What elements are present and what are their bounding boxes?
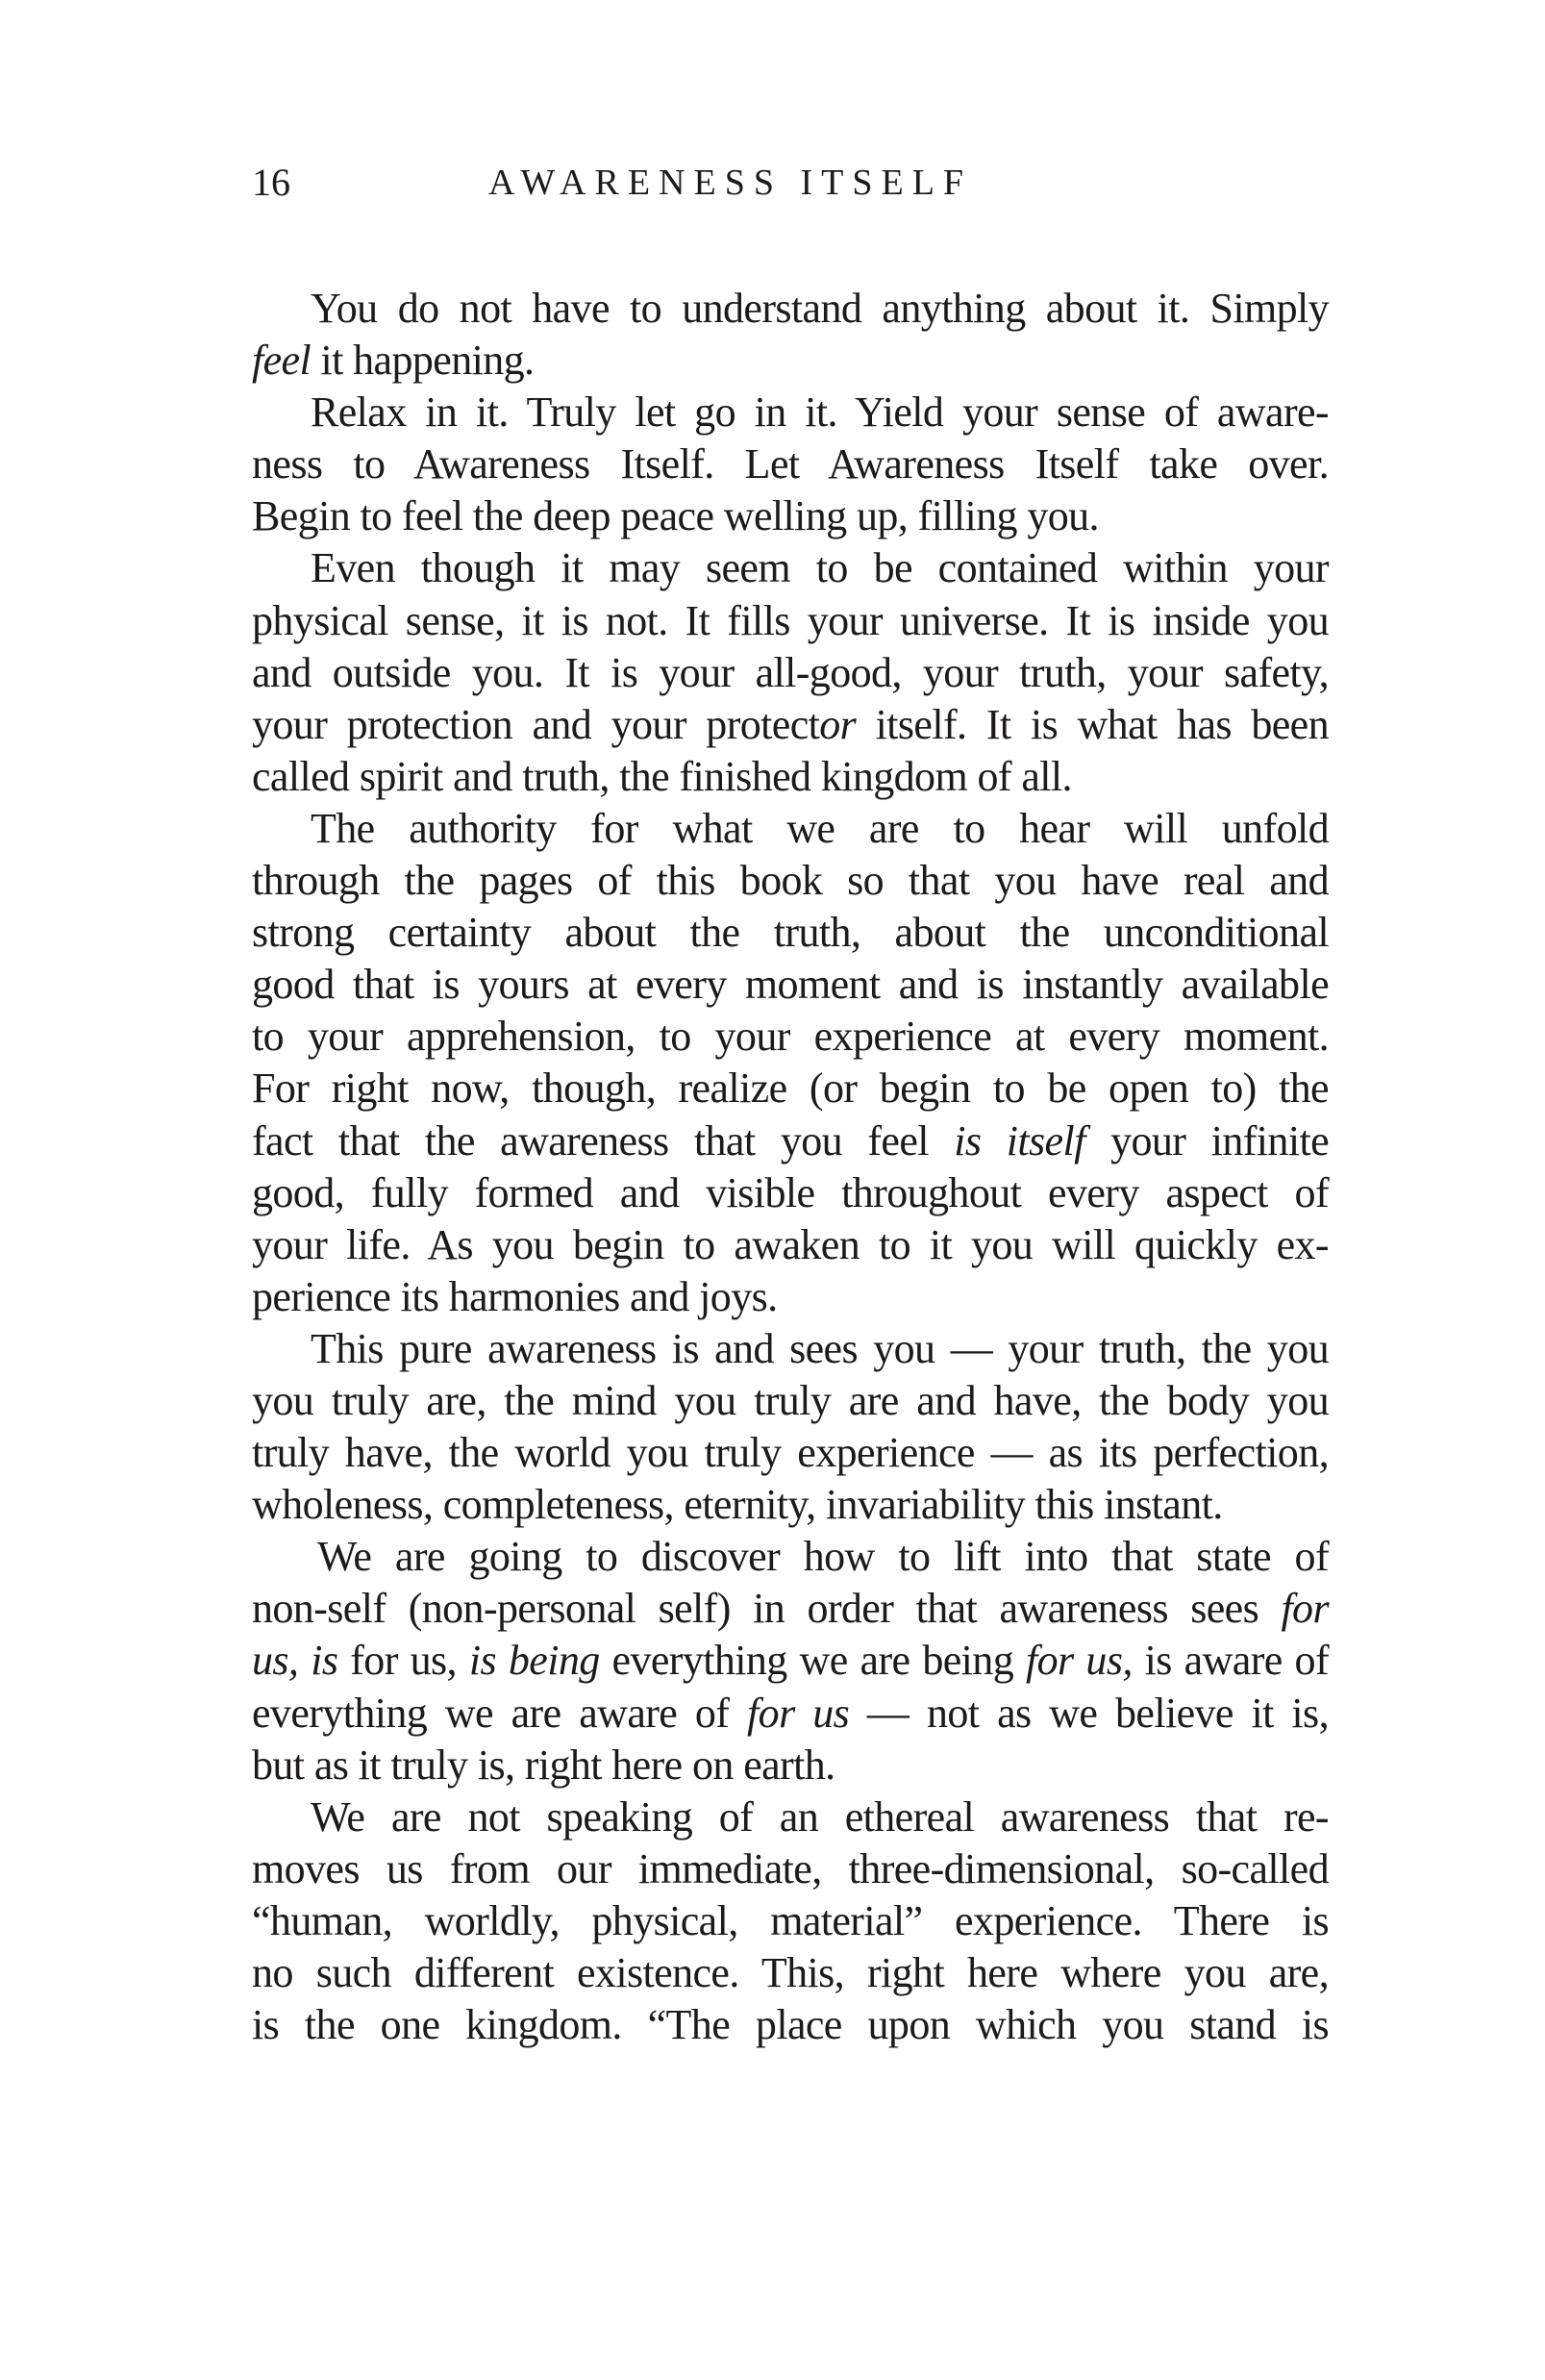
text-run: Begin to feel the deep peace welling up, filling you. xyxy=(252,492,1099,540)
text-run: The authority for what we are to hear will unfold xyxy=(311,804,1329,852)
text-run: to your apprehension, to your experience at every moment. xyxy=(252,1013,1329,1061)
paragraph xyxy=(252,1531,1329,1791)
text-line xyxy=(252,1791,1329,1843)
text-run: your protection and your protect xyxy=(252,700,820,748)
text-run: everything we are aware of xyxy=(252,1689,748,1737)
text-run: is aware of xyxy=(1132,1637,1330,1685)
text-line xyxy=(252,387,1329,438)
text-run: itself. It is what has been xyxy=(856,700,1329,748)
text-line xyxy=(252,1323,1329,1375)
text-run: This pure awareness is and sees you — your truth, the you xyxy=(311,1324,1329,1372)
text-line xyxy=(252,595,1329,647)
italic-text: for us, xyxy=(1025,1637,1133,1685)
text-run: everything we are being xyxy=(599,1637,1026,1685)
text-run: your infinite xyxy=(1084,1116,1329,1165)
text-line xyxy=(252,1375,1329,1427)
running-title: AWARENESS ITSELF xyxy=(488,163,973,203)
running-head xyxy=(252,154,1329,212)
text-run: perience its harmonies and joys. xyxy=(252,1272,778,1320)
text-run: no such different existence. This, right here where you are, xyxy=(252,1949,1329,1996)
text-run: for us, xyxy=(337,1637,469,1685)
text-line xyxy=(252,699,1329,751)
text-run: — not as we believe it is, xyxy=(849,1689,1329,1737)
text-run: You do not have to understand anything about it. Simply xyxy=(311,285,1329,332)
paragraph xyxy=(252,542,1329,802)
italic-text: for us xyxy=(747,1689,850,1737)
text-run: For right now, though, realize (or begin to be open to) the xyxy=(252,1065,1329,1113)
text-line xyxy=(252,959,1329,1011)
italic-text: for xyxy=(1281,1585,1329,1633)
italic-text: is being xyxy=(468,1637,600,1685)
text-run: Relax in it. Truly let go in it. Yield your sense of aware- xyxy=(311,388,1329,437)
text-line xyxy=(252,1688,1329,1740)
text-run: and outside you. It is your all-good, your truth, your safety, xyxy=(252,648,1329,696)
text-line xyxy=(252,1740,1329,1791)
text-line xyxy=(252,1219,1329,1271)
paragraph xyxy=(252,283,1329,387)
italic-text: is itself xyxy=(954,1116,1085,1165)
text-line xyxy=(252,907,1329,959)
text-run: good, fully formed and visible throughout every aspect of xyxy=(252,1168,1329,1216)
text-line xyxy=(252,751,1329,803)
text-line xyxy=(252,647,1329,699)
text-run: ness to Awareness Itself. Let Awareness Itself take over. xyxy=(252,440,1329,489)
text-run: is the one kingdom. “The place upon which you stand is xyxy=(252,2001,1329,2049)
text-run: wholeness, completeness, eternity, invariability this instant. xyxy=(252,1481,1223,1529)
text-line xyxy=(252,1947,1329,1999)
text-line xyxy=(252,283,1329,335)
text-line xyxy=(252,1011,1329,1063)
text-line xyxy=(252,803,1329,855)
text-run: “human, worldly, physical, material” experience. There is xyxy=(252,1896,1329,1944)
text-line xyxy=(252,1583,1329,1635)
text-line xyxy=(252,855,1329,907)
text-run: through the pages of this book so that you have real and xyxy=(252,857,1329,905)
paragraph xyxy=(252,803,1329,1323)
text-line xyxy=(252,1479,1329,1531)
text-line xyxy=(252,335,1329,387)
text-line xyxy=(252,438,1329,490)
text-run: you truly are, the mind you truly are and have, the body you xyxy=(252,1376,1329,1424)
text-run: strong certainty about the truth, about the unconditional xyxy=(252,909,1329,957)
text-line xyxy=(252,1843,1329,1895)
text-line xyxy=(252,542,1329,594)
text-line xyxy=(252,1531,1329,1583)
text-line xyxy=(252,490,1329,542)
italic-text: us, is xyxy=(252,1637,338,1685)
text-run: your life. As you begin to awaken to it you will quickly ex- xyxy=(252,1220,1329,1268)
paragraph xyxy=(252,1791,1329,2051)
italic-text: or xyxy=(819,700,857,748)
text-line xyxy=(252,1271,1329,1323)
text-run: physical sense, it is not. It fills your universe. It is inside you xyxy=(252,596,1329,644)
body-text xyxy=(252,283,1329,2051)
page-number: 16 xyxy=(252,161,290,204)
paragraph xyxy=(252,387,1329,542)
text-run: good that is yours at every moment and is instantly available xyxy=(252,961,1329,1009)
text-run: We are not speaking of an ethereal awareness that re- xyxy=(311,1792,1329,1841)
paragraph xyxy=(252,1323,1329,1531)
text-run: fact that the awareness that you feel xyxy=(252,1116,955,1165)
italic-text: feel xyxy=(252,337,311,385)
text-line xyxy=(252,1635,1329,1687)
text-line xyxy=(252,1427,1329,1479)
text-run: Even though it may seem to be contained within your xyxy=(311,544,1329,592)
text-line xyxy=(252,1167,1329,1219)
text-line xyxy=(252,1895,1329,1947)
text-run: truly have, the world you truly experience — as its perfection, xyxy=(252,1429,1329,1477)
text-run: it happening. xyxy=(311,337,535,385)
text-run: moves us from our immediate, three-dimensional, so-called xyxy=(252,1844,1329,1892)
text-run: but as it truly is, right here on earth. xyxy=(252,1741,835,1789)
text-run: called spirit and truth, the finished kingdom of all. xyxy=(252,752,1072,800)
text-line xyxy=(252,1115,1329,1167)
text-line xyxy=(252,1063,1329,1115)
text-run: We are going to discover how to lift into that state of xyxy=(317,1533,1329,1581)
text-run: non-self (non-personal self) in order that awareness sees xyxy=(252,1585,1282,1633)
text-line xyxy=(252,1999,1329,2051)
